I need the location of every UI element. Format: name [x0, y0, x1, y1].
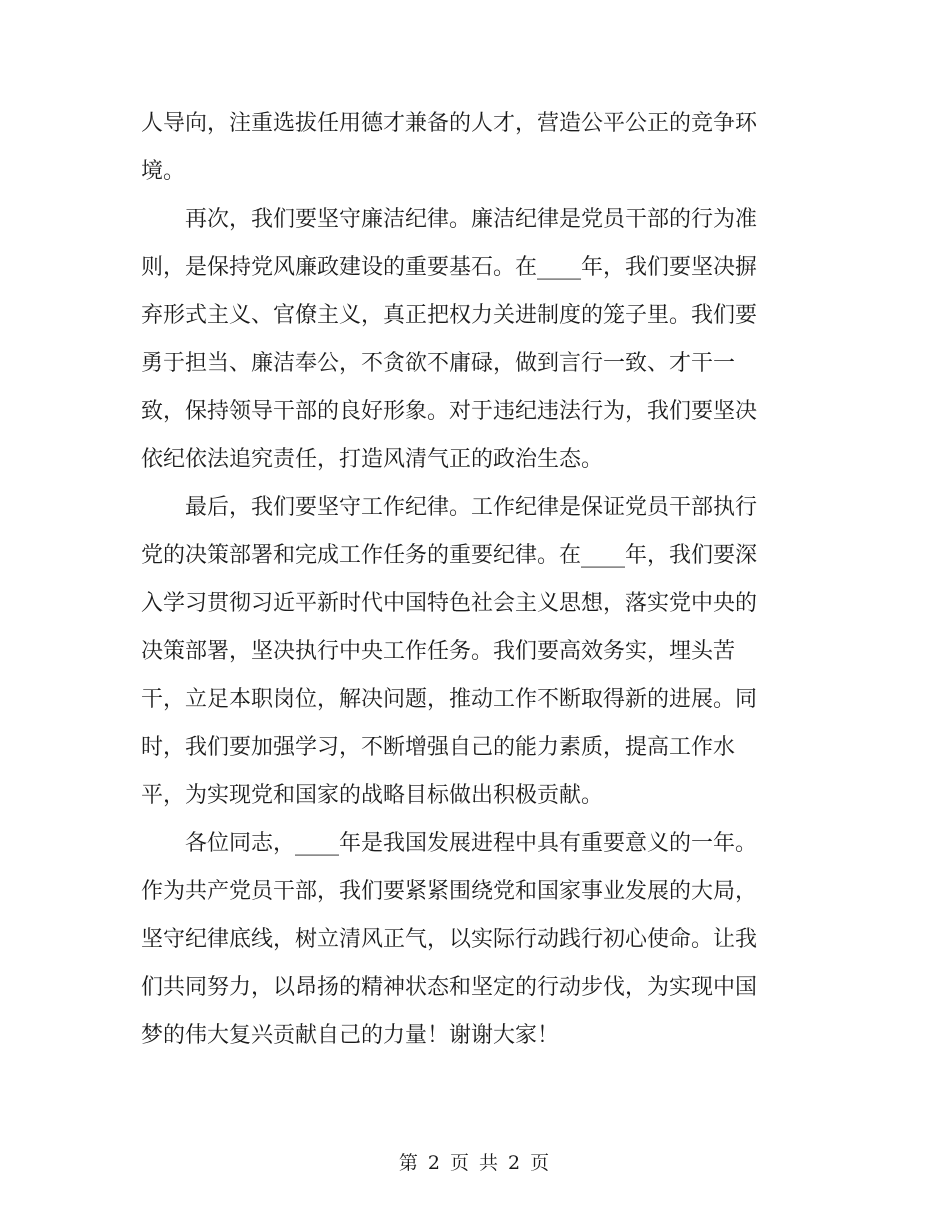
- paragraph-start-line: 最后，我们要坚守工作纪律。工作纪律是保证党员干部执行: [185, 495, 758, 520]
- text-line: 坚守纪律底线，树立清风正气，以实际行动践行初心使命。让我: [141, 927, 758, 952]
- text-line: 梦的伟大复兴贡献自己的力量！谢谢大家！: [141, 1023, 560, 1048]
- text-line: 则，是保持党风廉政建设的重要基石。在____年，我们要坚决摒: [141, 255, 758, 280]
- text-line: 入学习贯彻习近平新时代中国特色社会主义思想，落实党中央的: [141, 591, 758, 616]
- text-line: 干，立足本职岗位，解决问题，推动工作不断取得新的进展。同: [141, 687, 758, 712]
- text-line: 致，保持领导干部的良好形象。对于违纪违法行为，我们要坚决: [141, 399, 758, 424]
- document-body: [141, 100, 801, 1060]
- text-line: 依纪依法追究责任，打造风清气正的政治生态。: [141, 447, 604, 472]
- text-line: 时，我们要加强学习，不断增强自己的能力素质，提高工作水: [141, 735, 736, 760]
- text-line: 作为共产党员干部，我们要紧紧围绕党和国家事业发展的大局，: [141, 879, 758, 904]
- paragraph-start-line: 各位同志，____年是我国发展进程中具有重要意义的一年。: [185, 831, 758, 856]
- text-line: 平，为实现党和国家的战略目标做出积极贡献。: [141, 783, 604, 808]
- text-line: 党的决策部署和完成工作任务的重要纪律。在____年，我们要深: [141, 543, 758, 568]
- paragraph-start-line: 再次，我们要坚守廉洁纪律。廉洁纪律是党员干部的行为准: [185, 207, 758, 232]
- text-line: 弃形式主义、官僚主义，真正把权力关进制度的笼子里。我们要: [141, 303, 758, 328]
- page-number-footer: 第 2 页 共 2 页: [398, 1152, 552, 1174]
- text-line: 境。: [141, 159, 186, 184]
- text-line: 勇于担当、廉洁奉公，不贪欲不庸碌，做到言行一致、才干一: [141, 351, 736, 376]
- text-line: 们共同努力，以昂扬的精神状态和坚定的行动步伐，为实现中国: [141, 975, 758, 1000]
- text-line: 人导向，注重选拔任用德才兼备的人才，营造公平公正的竞争环: [141, 111, 758, 136]
- text-line: 决策部署，坚决执行中央工作任务。我们要高效务实，埋头苦: [141, 639, 736, 664]
